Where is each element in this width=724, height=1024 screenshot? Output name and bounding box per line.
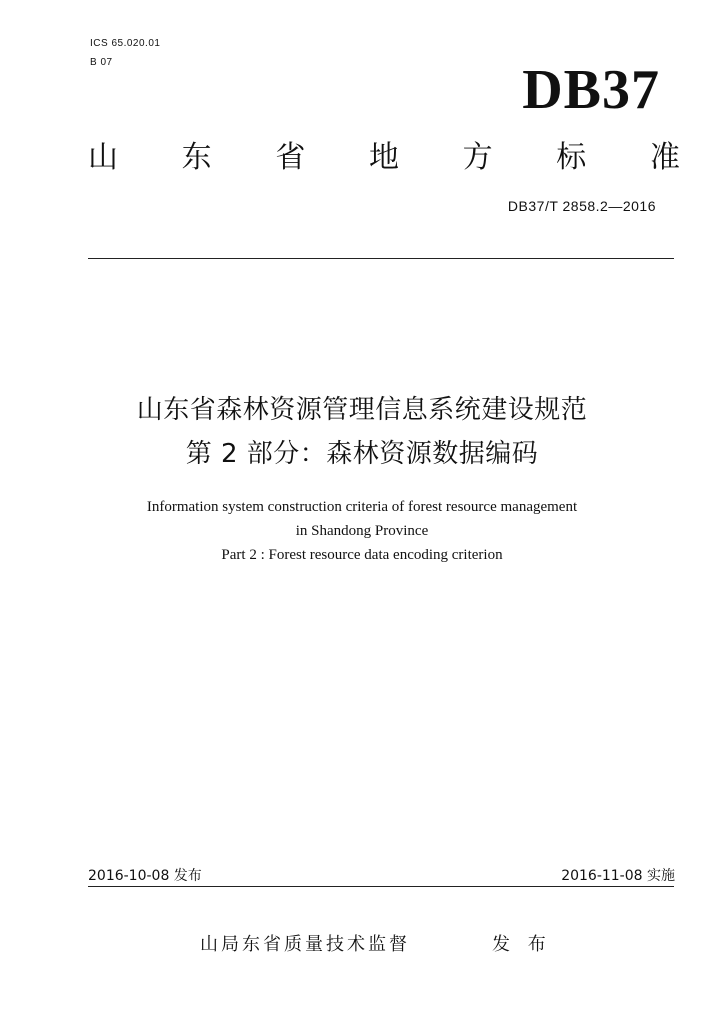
title-chinese-line-1: 山东省森林资源管理信息系统建设规范 xyxy=(136,395,588,425)
header-divider xyxy=(88,258,674,259)
ccs-code: B 07 xyxy=(90,57,113,68)
title-chinese-line-2: 第 2 部分：森林资源数据编码 xyxy=(185,439,539,469)
issuing-authority: 山局东省质量技术监督 xyxy=(200,934,410,955)
standard-type-heading xyxy=(88,138,680,178)
standard-type-char: 东 xyxy=(181,140,212,175)
standard-logo: DB37 xyxy=(522,59,660,121)
issue-label: 发 布 xyxy=(492,934,552,955)
standard-type-char: 山 xyxy=(88,140,118,175)
standard-type-char: 标 xyxy=(556,140,587,175)
standard-type-char: 方 xyxy=(462,140,493,175)
title-english-line-1: Information system construction criteria of forest resource management xyxy=(146,499,578,515)
standard-type-char: 省 xyxy=(275,140,306,175)
standard-number: DB37/T 2858.2—2016 xyxy=(507,198,656,214)
standard-type-char: 地 xyxy=(368,140,399,175)
ics-code: ICS 65.020.01 xyxy=(90,38,161,49)
title-english-line-3: Part 2 : Forest resource data encoding criterion xyxy=(221,547,503,563)
footer-divider xyxy=(88,886,674,887)
issue-date: 2016-10-08 发布 xyxy=(88,868,202,884)
standard-type-char: 准 xyxy=(649,140,680,175)
title-english-line-2: in Shandong Province xyxy=(295,523,429,539)
implementation-date: 2016-11-08 实施 xyxy=(561,868,675,884)
